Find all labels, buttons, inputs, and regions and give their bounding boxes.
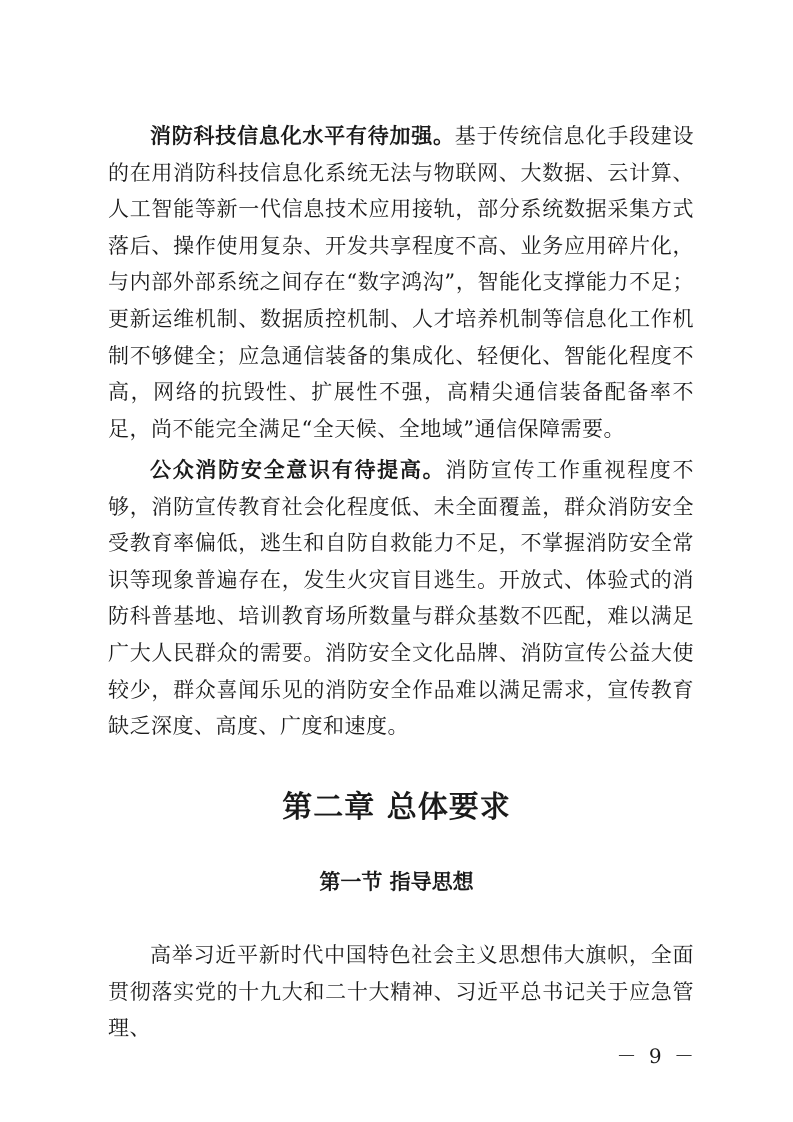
- section-title: 第一节 指导思想: [319, 870, 474, 894]
- paragraph-body-text: 消防宣传工作重视程度不够，消防宣传教育社会化程度低、未全面覆盖，群众消防安全受教育率偏低，逃生和自防自救能力不足，不掌握消防安全常识等现象普遍存在，发生火灾盲目逃生。开放式、体验式的消防科普基地、培训教育场所数量与群众基数不匹配，难以满足广大人民群众的需要。消防安全文化品牌、消防宣传公益大使较少，群众喜闻乐见的消防安全作品难以满足需求，宣传教育缺乏深度、高度、广度和速度。: [108, 458, 695, 739]
- paragraph-lead-heading: 消防科技信息化水平有待加强。: [150, 124, 455, 148]
- paragraph-body-text: 基于传统信息化手段建设的在用消防科技信息化系统无法与物联网、大数据、云计算、人工智能等新一代信息技术应用接轨，部分系统数据采集方式落后、操作使用复杂、开发共享程度不高、业务应用碎片化，与内部外部系统之间存在“数字鸿沟”，智能化支撑能力不足；更新运维机制、数据质控机制、人才培养机制等信息化工作机制不够健全；应急通信装备的集成化、轻便化、智能化程度不高，网络的抗毁性、扩展性不强，高精尖通信装备配备率不足，尚不能完全满足“全天候、全地域”通信保障需要。: [108, 124, 695, 441]
- paragraph-guiding-ideology: [108, 937, 694, 1047]
- page-number: － 9 －: [616, 1044, 697, 1068]
- paragraph-lead-heading: 公众消防安全意识有待提高。: [150, 458, 446, 482]
- paragraph-public-awareness: [108, 452, 694, 745]
- paragraph-body-text: 高举习近平新时代中国特色社会主义思想伟大旗帜，全面贯彻落实党的十九大和二十大精神、习近平总书记关于应急管理、: [108, 943, 694, 1041]
- paragraph-tech-informatization: [108, 118, 694, 447]
- chapter-title: 第二章 总体要求: [282, 790, 511, 825]
